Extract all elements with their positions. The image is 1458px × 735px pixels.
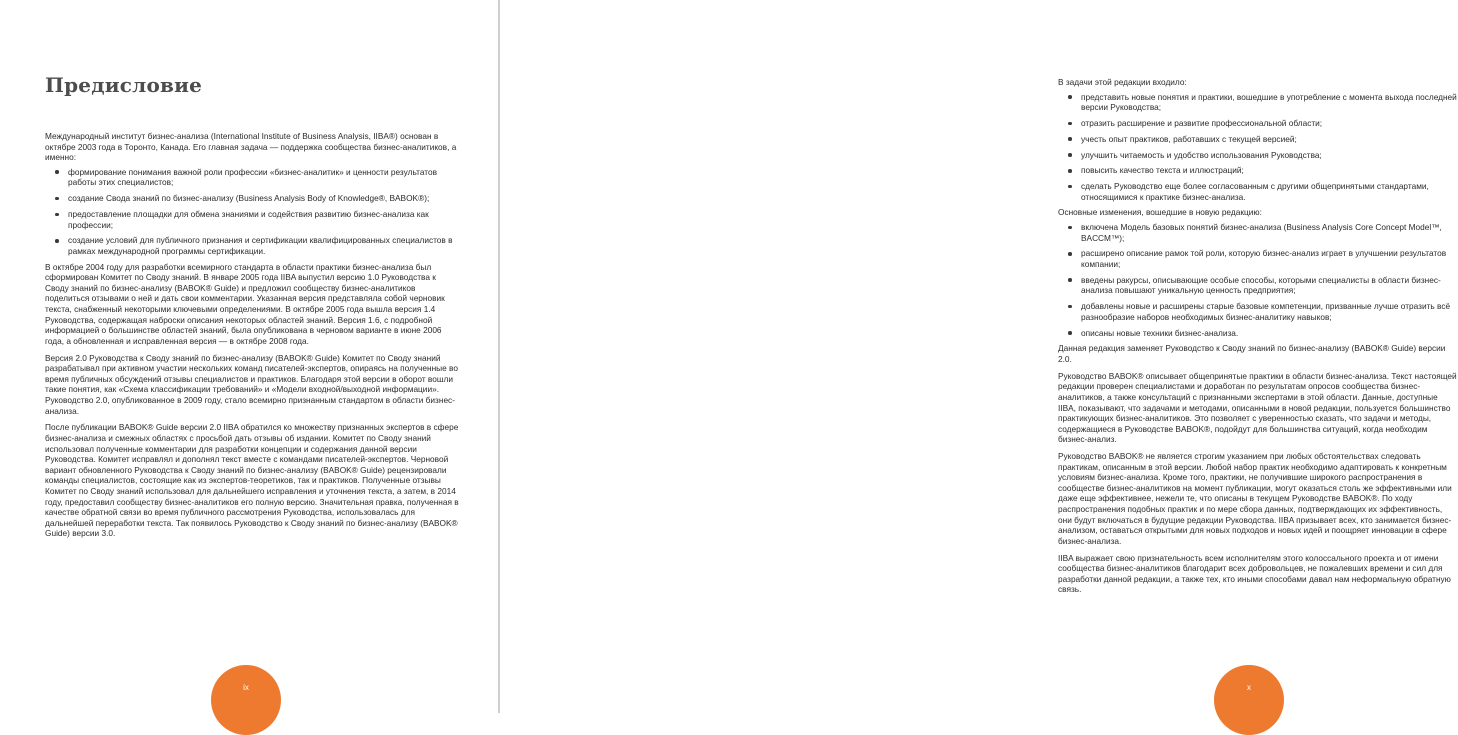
history-paragraph-3: После публикации BABOK® Guide версии 2.0 IIBA обратился ко множеству признанных экспертов в сфере бизнес-анализа и смежных областях с просьбой дать отзывы об издании. Комитет по Своду знаний использовал полученные комментарии для разработки концепции и содержания данной версии Руководства. Комитет исправлял и дополнял текст вместе с командами писателей-экспертов. Черновой вариант обновленного Руководства к Своду знаний по бизнес-анализу (BABOK® Guide) рецензировали команды специалистов, состоящие как из экспертов-теоретиков, так и практиков. Полученные отзывы Комитет по Своду знаний использовал для дальнейшего исправления и уточнения текста, а затем, в 2014 году, предоставил сообществу бизнес-аналитиков его полную версию. Значительная правка, полученная в качестве обратной связи во время публичного рассмотрения Руководства, использовалась для дальнейшей переработки текста. Так появилось Руководство к Своду знаний по бизнес-анализу (BABOK® Guide) версии 3.0. <box>45 422 459 539</box>
list-item: повысить качество текста и иллюстраций; <box>1058 165 1458 176</box>
page-title: Предисловие <box>45 73 203 97</box>
tasks-lead: В задачи этой редакции входило: <box>1058 77 1187 87</box>
describes-paragraph: Руководство BABOK® описывает общепринятые практики в области бизнес-анализа. Текст настоящей редакции проверен специалистами и доработан по результатам опросов сообщества бизнес-аналитиков, а также консультаций с признанными экспертами в этой области. Данные, доступные IIBA, показывают, что задачами и методами, описанными в новой редакции, пользуется большинство практикующих бизнес-аналитиков. Это позволяет с уверенностью сказать, что задачи и методы, содержащиеся в Руководстве BABOK®, подойдут для большинства ситуаций, когда необходим бизнес-анализ. <box>1058 370 1457 445</box>
right-page <box>500 0 1457 713</box>
list-item: создание Свода знаний по бизнес-анализу (Business Analysis Body of Knowledge®, BABOK®); <box>45 193 460 204</box>
list-item: расширено описание рамок той роли, которую бизнес-анализ играет в улучшении результатов компании; <box>1058 248 1458 269</box>
list-item: отразить расширение и развитие профессиональной области; <box>1058 118 1458 129</box>
list-item: добавлены новые и расширены старые базовые компетенции, призванные лучше отразить всё разнообразие наборов необходимых бизнес-аналитику навыков; <box>1058 301 1458 322</box>
history-paragraph-1: В октябре 2004 году для разработки всемирного стандарта в области практики бизнес-анализа был сформирован Комитет по Своду знаний. В январе 2005 года IIBA выпустил версию 1.0 Руководства к Своду знаний по бизнес-анализу (BABOK® Guide) и предложил сообществу бизнес-аналитиков поделиться отзывами о ней и дать свои комментарии. Указанная версия представляла собой черновик текста, снабженный некоторыми ключевыми определениями. В октябре 2005 года вышла версия 1.4 Руководства, содержащая наброски описания некоторых областей знаний. Версия 1.6, с подробной информацией о большинстве областей знаний, была опубликована в черновом варианте в июне 2006 года, а обновленная и исправленная версия — в октябре 2008 года. <box>45 261 445 346</box>
tasks-list <box>1058 92 1458 203</box>
left-page <box>0 0 498 713</box>
history-paragraph-2: Версия 2.0 Руководства к Своду знаний по бизнес-анализу (BABOK® Guide) Комитет по Своду знаний разрабатывал при активном участии нескольких команд писателей-экспертов, опираясь на полученные во время публичных обсуждений отзывы специалистов и практиков. Благодаря этой версии в оборот вошли такие понятия, как «Схема классификации требований» и «Модели входной/выходной информации». Руководство 2.0, опубликованное в 2009 году, стало всемирно признанным стандартом в области бизнес-анализа. <box>45 352 458 416</box>
list-item: предоставление площадки для обмена знаниями и содействия развитию бизнес-анализа как профессии; <box>45 209 460 230</box>
goals-list <box>45 167 460 257</box>
list-item: описаны новые техники бизнес-анализа. <box>1058 328 1458 339</box>
intro-paragraph: Международный институт бизнес-анализа (International Institute of Business Analysis, IIBA®) основан в октябре 2003 года в Торонто, Канада. Его главная задача — поддержка сообщества бизнес-аналитиков, а именно: <box>45 131 457 163</box>
list-item: сделать Руководство еще более согласованным с другими общепринятыми стандартами, относящимися к практике бизнес-анализа. <box>1058 181 1458 202</box>
list-item: формирование понимания важной роли профессии «бизнес-аналитик» и ценности результатов работы этих специалистов; <box>45 167 460 188</box>
list-item: учесть опыт практиков, работавших с текущей версией; <box>1058 134 1458 145</box>
page-number-badge: x <box>1214 665 1284 735</box>
thanks-paragraph: IIBA выражает свою признательность всем исполнителям этого колоссального проекта и от имени сообщества бизнес-аналитиков благодарит всех добровольцев, не пожалевших времени и сил для разработки данной редакции, а также тех, кто иными способами давал нам неформальную обратную связь. <box>1058 552 1451 595</box>
left-column <box>45 131 460 545</box>
list-item: представить новые понятия и практики, вошедшие в употребление с момента выхода последней версии Руководства; <box>1058 92 1458 113</box>
list-item: включена Модель базовых понятий бизнес-анализа (Business Analysis Core Concept Model™, BACCM™); <box>1058 222 1458 243</box>
list-item: введены ракурсы, описывающие особые способы, которыми специалисты в области бизнес-анализа повышают уникальную ценность предприятия; <box>1058 275 1458 296</box>
replaces-paragraph: Данная редакция заменяет Руководство к Своду знаний по бизнес-анализу (BABOK® Guide) версии 2.0. <box>1058 343 1446 364</box>
right-column <box>1058 77 1458 601</box>
not-strict-paragraph: Руководство BABOK® не является строгим указанием при любых обстоятельствах следовать практикам, описанным в этой версии. Любой набор практик необходимо адаптировать к конкретным условиям бизнес-анализа. Кроме того, практики, не получившие широкого распространения в сообществе бизнес-аналитиков на момент публикации, могут оказаться столь же эффективными или даже еще эффективнее, нежели те, что описаны в текущем Руководстве BABOK®. По ходу распространения подобных практик и по мере сбора данных, подтверждающих их эффективность, они будут включаться в будущие редакции Руководства. IIBA призывает всех, кто занимается бизнес-анализом, оставаться открытыми для новых подходов и новых идей и поощряет инновации в сфере бизнес-анализа. <box>1058 451 1452 546</box>
changes-lead: Основные изменения, вошедшие в новую редакцию: <box>1058 207 1262 218</box>
changes-list <box>1058 222 1458 338</box>
list-item: создание условий для публичного признания и сертификации квалифицированных специалистов в рамках международной программы сертификации. <box>45 235 460 256</box>
page-number-badge: ix <box>211 665 281 735</box>
list-item: улучшить читаемость и удобство использования Руководства; <box>1058 150 1458 161</box>
